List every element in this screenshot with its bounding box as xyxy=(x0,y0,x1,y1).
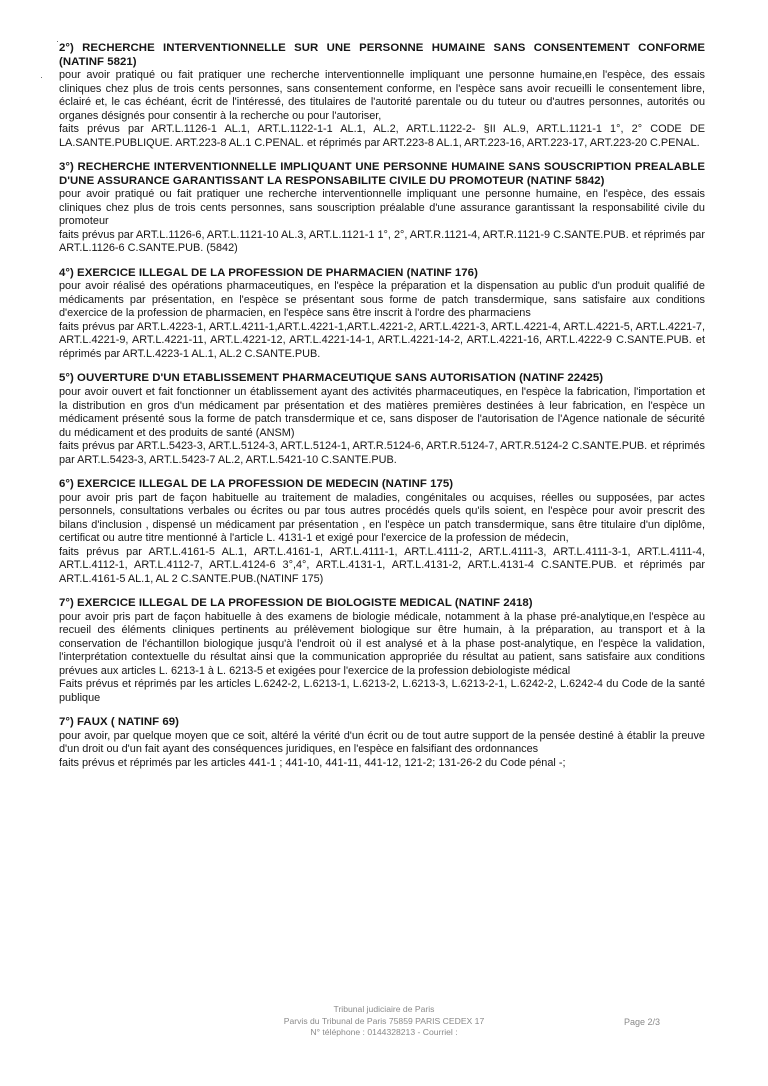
footer-contact: N° téléphone : 0144328213 - Courriel : xyxy=(310,1027,458,1037)
section-heading: 3°) RECHERCHE INTERVENTIONNELLE IMPLIQUANT UNE PERSONNE HUMAINE SANS SOUSCRIPTION PREALABLE D'UNE ASSURANCE GARANTISSANT LA RESPONSABILITE CIVILE DU PROMOTEUR (NATINF 5842) xyxy=(59,161,705,187)
section-body: pour avoir pratiqué ou fait pratiquer une recherche interventionnelle impliquant une personne humaine, en l'espèce, des essais cliniques chez plus de trois cents personnes, sans souscription préalable d'une assurance garantissant la responsabilité civile du promoteur xyxy=(59,188,705,228)
section-legal: Faits prévus et réprimés par les articles L.6242-2, L.6213-1, L.6213-2, L.6213-3, L.6213-2-1, L.6242-2, L.6242-4 du Code de la santé publique xyxy=(59,678,705,704)
section-body: pour avoir ouvert et fait fonctionner un établissement ayant des activités pharmaceutiques, en l'espèce la fabrication, l'importation et la distribution en gros d'un médicament par présentation et des matières premières destinées à leur fabrication, en l'espèce un médicament présenté sous la forme de patch transdermique et ce, sans disposer de l'autorisation de l'Agence nationale de sécurité du médicament et des produits de santé (ANSM) xyxy=(59,386,705,439)
section-legal: faits prévus par ART.L.5423-3, ART.L.5124-3, ART.L.5124-1, ART.R.5124-6, ART.R.5124-7, ART.R.5124-2 C.SANTE.PUB. et réprimés par ART.L.5423-3, ART.L.5423-7 AL.2, ART.L.5421-10 C.SANTE.PUB. xyxy=(59,440,705,466)
section-6 xyxy=(59,478,705,586)
section-heading: 2°) RECHERCHE INTERVENTIONNELLE SUR UNE PERSONNE HUMAINE SANS CONSENTEMENT CONFORME (NATINF 5821) xyxy=(59,42,705,68)
footer-court-name: Tribunal judiciaire de Paris xyxy=(333,1004,435,1014)
section-legal: faits prévus et réprimés par les articles 441-1 ; 441-10, 441-11, 441-12, 121-2; 131-26-2 du Code pénal -; xyxy=(59,756,566,769)
section-heading: 7°) FAUX ( NATINF 69) xyxy=(59,716,179,729)
section-2 xyxy=(59,42,705,150)
section-7-faux xyxy=(59,716,705,770)
section-body: pour avoir pratiqué ou fait pratiquer une recherche interventionnelle impliquant une personne humaine,en l'espèce, des essais cliniques chez plus de trois cents personnes, sans consentement conforme, en l'espèce sans avoir recueilli le consentement libre, éclairé et, le cas échéant, écrit de l'intéressé, des titulaires de l'autorité parentale ou du tuteur ou d'autres personnes, autorités ou organes désignés pour consentir à la recherche ou pour l'autoriser, xyxy=(59,69,705,122)
page-number: Page 2/3 xyxy=(624,1017,661,1027)
section-body: pour avoir, par quelque moyen que ce soit, altéré la vérité d'un écrit ou de tout autre support de la pensée destiné à établir la preuve d'un droit ou d'un fait ayant des conséquences juridiques, en l'espèce en falsifiant des ordonnances xyxy=(59,729,705,756)
section-legal: faits prévus par ART.L.1126-6, ART.L.1121-10 AL.3, ART.L.1121-1 1°, 2°, ART.R.1121-4, ART.R.1121-9 C.SANTE.PUB. et réprimés par ART.L.1126-6 C.SANTE.PUB. (5842) xyxy=(59,228,705,255)
section-heading: 7°) EXERCICE ILLEGAL DE LA PROFESSION DE BIOLOGISTE MEDICAL (NATINF 2418) xyxy=(59,597,533,610)
document-body xyxy=(59,42,705,781)
section-body: pour avoir réalisé des opérations pharmaceutiques, en l'espèce la préparation et la dispensation au public d'un produit qualifié de médicaments par présentation, en l'espèce se présentant sous forme de patch transdermique, sans satisfaire aux conditions d'exercice de la profession de pharmacien, en l'espèce sans être inscrit à l'ordre des pharmaciens xyxy=(59,280,705,320)
footer-address: Parvis du Tribunal de Paris 75859 PARIS CEDEX 17 xyxy=(283,1015,485,1026)
section-legal: faits prévus par ART.L.4223-1, ART.L.4211-1,ART.L.4221-1,ART.L.4221-2, ART.L.4221-3, ART.L.4221-4, ART.L.4221-5, ART.L.4221-7, ART.L.4221-9, ART.L.4221-11, ART.L.4221-12, ART.L.4221-14-1, ART.L.4221-14-2, ART.L.4221-16, ART.L.4222-9 C.SANTE.PUB. et réprimés par ART.L.4223-1 AL.1, AL.2 C.SANTE.PUB. xyxy=(59,320,705,360)
section-4 xyxy=(59,267,705,362)
scan-speck: · xyxy=(56,36,59,46)
section-body: pour avoir pris part de façon habituelle au traitement de maladies, congénitales ou acquises, réelles ou supposées, par actes personnels, consultations verbales ou écrites ou par tous autres procédés quels qu'ils soient, en l'espèce pour avoir prescrit des bilans d'inclusion , dispensé un médicament par présentation , en l'espèce un patch transdermique, sans être titulaire d'un diplôme, certificat ou autre titre mentionné à l'article L. 4131-1 et exigé pour l'exercice de la profession de médecin, xyxy=(59,491,705,545)
section-heading: 5°) OUVERTURE D'UN ETABLISSEMENT PHARMACEUTIQUE SANS AUTORISATION (NATINF 22425) xyxy=(59,372,604,385)
scan-speck: · xyxy=(40,72,43,82)
section-legal: faits prévus par ART.L.4161-5 AL.1, ART.L.4161-1, ART.L.4111-1, ART.L.4111-2, ART.L.4111-3, ART.L.4111-3-1, ART.L.4111-4, ART.L.4112-1, ART.L.4112-7, ART.L.4124-6 3°,4°, ART.L.4131-1, ART.L.4131-2, ART.L.4131-4 C.SANTE.PUB. et réprimés par ART.L.4161-5 AL.1, AL 2 C.SANTE.PUB.(NATINF 175) xyxy=(59,545,705,585)
section-heading: 6°) EXERCICE ILLEGAL DE LA PROFESSION DE MEDECIN (NATINF 175) xyxy=(59,478,454,491)
section-7-biologiste xyxy=(59,597,705,705)
section-legal: faits prévus par ART.L.1126-1 AL.1, ART.L.1122-1-1 AL.1, AL.2, ART.L.1122-2- §II AL.9, ART.L.1121-1 1°, 2° CODE DE LA.SANTE.PUBLIQUE. ART.223-8 AL.1 C.PENAL. et réprimés par ART.223-8 AL.1, ART.223-16, ART.223-17, ART.223-20 C.PENAL. xyxy=(59,123,705,149)
section-3 xyxy=(59,161,705,256)
section-heading: 4°) EXERCICE ILLEGAL DE LA PROFESSION DE PHARMACIEN (NATINF 176) xyxy=(59,266,478,279)
section-body: pour avoir pris part de façon habituelle à des examens de biologie médicale, notamment à la phase pré-analytique,en l'espèce au recueil des éléments cliniques pertinents au prélèvement biologique sur être humain, à la préparation, au transport et à la conservation de l'échantillon biologique jusqu'à l'endroit où il est analysé et à la phase post-analytique, en l'espèce la validation, l'interprétation contextuelle du résultat ainsi que la communication appropriée du résultat au patient, sans satisfaire aux conditions prévues aux articles L. 6213-1 à L. 6213-5 et exigées pour l'exercice de la profession debiologiste médical xyxy=(59,610,705,677)
section-5 xyxy=(59,372,705,467)
